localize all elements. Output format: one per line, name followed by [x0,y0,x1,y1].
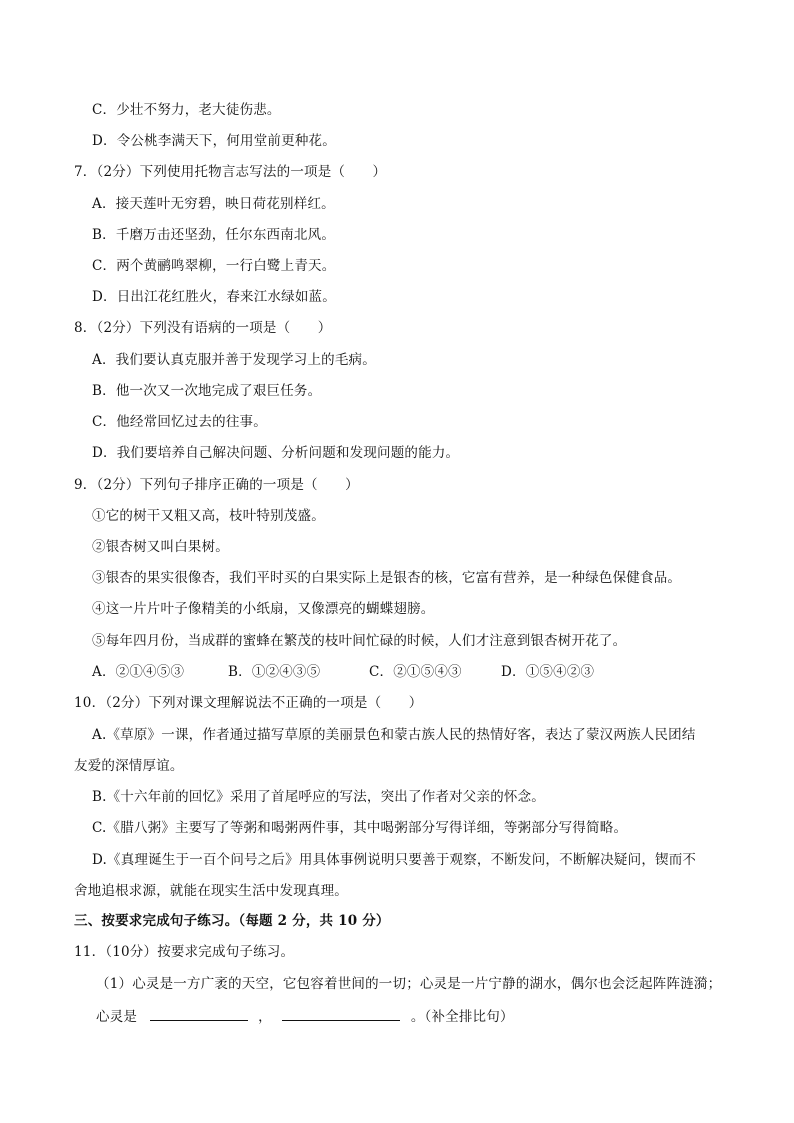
q10-option-d-line2: 舍地追根求源，就能在现实生活中发现真理。 [74,883,348,899]
q9-option-c: C．②①⑤④③ [369,664,462,680]
q8-option-b: B．他一次又一次地完成了艰巨任务。 [92,383,322,399]
q7-option-d: D．日出江花红胜火，春来江水绿如蓝。 [92,289,336,305]
q6-option-d: D．令公桃李满天下，何用堂前更种花。 [92,133,336,149]
q9-sentence-2: ②银杏树又叫白果树。 [92,539,229,555]
q9-sentence-3: ③银杏的果实很像杏，我们平时买的白果实际上是银杏的核，它富有营养，是一种绿色保健食品。 [92,570,682,586]
q10-option-c: C.《腊八粥》主要写了等粥和喝粥两件事，其中喝粥部分写得详细，等粥部分写得简略。 [92,820,628,836]
q7-option-a: A．接天莲叶无穷碧，映日荷花别样红。 [92,196,335,212]
q8-stem: 8．（2分）下列没有语病的一项是（ ） [74,320,332,336]
q10-option-d-line1: D.《真理诞生于一百个问号之后》用具体事例说明只要善于观察，不断发问，不断解决疑问，锲而不 [92,852,697,868]
q11-suffix: 。（补全排比句） [410,1009,514,1025]
q11-separator: ， [258,1009,272,1025]
q9-sentence-5: ⑤每年四月份，当成群的蜜蜂在繁茂的枝叶间忙碌的时候，人们才注意到银杏树开花了。 [92,633,627,649]
q11-stem: 11．（10分）按要求完成句子练习。 [74,944,295,960]
q9-sentence-4: ④这一片片叶子像精美的小纸扇，又像漂亮的蝴蝶翅膀。 [92,601,435,617]
q10-option-a-line2: 友爱的深情厚谊。 [74,758,184,774]
q10-option-a-line1: A.《草原》一课，作者通过描写草原的美丽景色和蒙古族人民的热情好客，表达了蒙汉两族人民团结 [92,727,696,743]
q9-options [92,663,594,681]
q8-option-d: D．我们要培养自己解决问题、分析问题和发现问题的能力。 [92,445,460,461]
answer-blank-2[interactable] [282,1006,400,1021]
q9-option-b: B．①②④③⑤ [228,664,321,680]
answer-blank-1[interactable] [150,1006,248,1021]
q11-prefix: 心灵是 [96,1009,138,1025]
q8-option-c: C．他经常回忆过去的往事。 [92,414,267,430]
q9-option-a: A．②①④⑤③ [92,664,185,680]
q8-option-a: A．我们要认真克服并善于发现学习上的毛病。 [92,352,376,368]
q7-option-b: B．千磨万击还坚劲，任尔东西南北风。 [92,227,336,243]
q9-option-d: D．①⑤④②③ [501,664,595,680]
q10-option-b: B.《十六年前的回忆》采用了首尾呼应的写法，突出了作者对父亲的怀念。 [92,789,546,805]
q6-option-c: C．少壮不努力，老大徒伤悲。 [92,102,281,118]
q9-sentence-1: ①它的树干又粗又高，枝叶特别茂盛。 [92,508,325,524]
q11-part1-line1: （1）心灵是一方广袤的天空，它包容着世间的一切；心灵是一片宁静的湖水，偶尔也会泛起阵阵涟漪； [96,976,722,992]
q9-stem: 9．（2分）下列句子排序正确的一项是（ ） [74,477,359,493]
q7-option-c: C．两个黄鹂鸣翠柳，一行白鹭上青天。 [92,258,336,274]
q11-part1-line2 [96,1006,514,1026]
q7-stem: 7．（2分）下列使用托物言志写法的一项是（ ） [74,164,387,180]
q10-stem: 10．（2分）下列对课文理解说法不正确的一项是（ ） [74,695,423,711]
section-3-title: 三、按要求完成句子练习。（每题 2 分，共 10 分） [74,913,390,929]
